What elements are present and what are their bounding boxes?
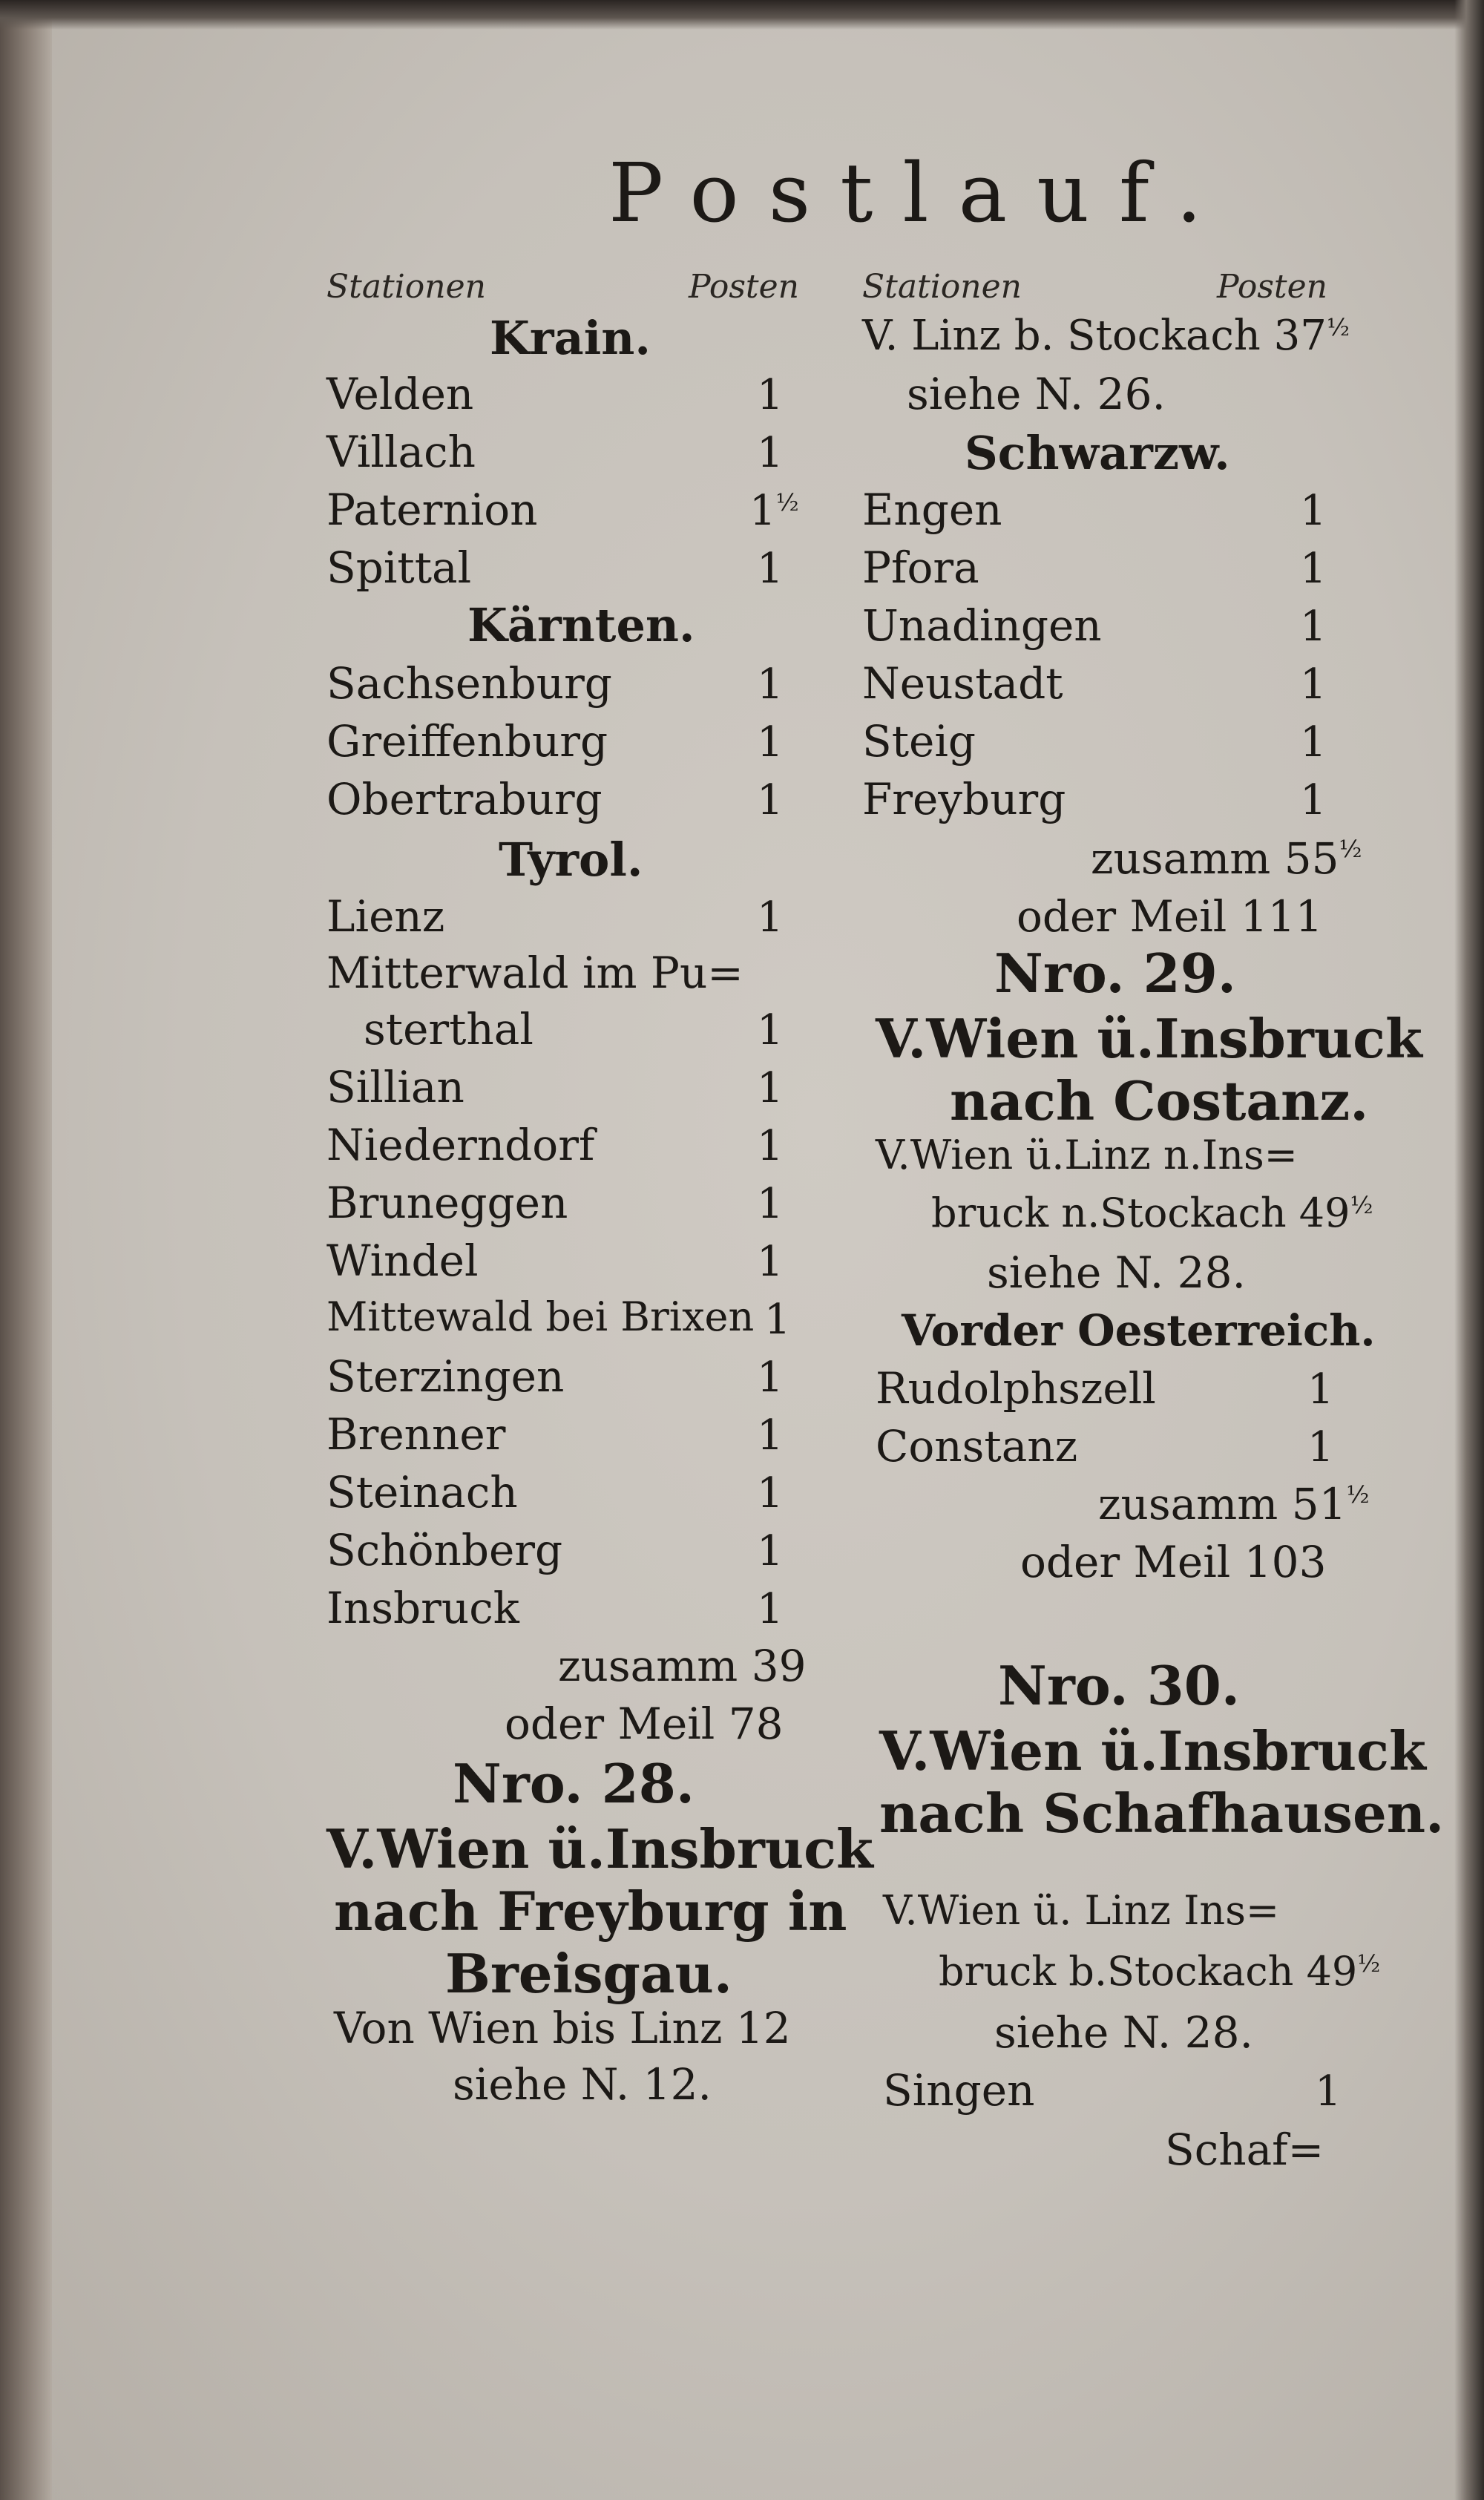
left-col-header-posten: Posten [689,268,799,306]
station-constanz: Constanz [876,1421,1078,1472]
route-28-siehe-12: siehe N. 12. [453,2059,712,2110]
station-obertraburg: Obertraburg [326,774,603,824]
page-top-edge [0,0,1484,30]
right-vlinz [862,312,1350,360]
posten-obertraburg: 1 [757,776,784,824]
posten-sterzingen: 1 [757,1354,784,1402]
route-28-title-line1: V.Wien ü.Insbruck [326,1817,873,1880]
posten-singen: 1 [1315,2067,1342,2116]
station-insbruck: Insbruck [326,1583,519,1633]
right-siehe-26: siehe N. 26. [907,369,1166,419]
posten-paternion-fraction: ½ [775,488,799,516]
book-spine [0,0,52,2500]
posten-steinach: 1 [757,1469,784,1518]
page-title: Postlauf. [608,145,1232,240]
posten-mittewald: 1 [764,1296,791,1344]
posten-niederndorf: 1 [757,1122,784,1170]
route-29-siehe-28: siehe N. 28. [987,1247,1246,1298]
route-29-title-line2: nach Costanz. [950,1069,1369,1132]
posten-sillian: 1 [757,1064,784,1112]
posten-brenner: 1 [757,1411,784,1460]
right-total-2 [1098,1479,1370,1529]
left-col-header-stations: Stationen [326,268,487,306]
route-30-title-line2: nach Schafhausen. [879,1782,1445,1845]
station-unadingen: Unadingen [862,600,1102,651]
right-vlinz-fraction: ½ [1326,313,1350,341]
right-total-1-fraction: ½ [1339,835,1362,863]
posten-freyburg: 1 [1300,776,1327,824]
station-sillian: Sillian [326,1062,464,1112]
right-total-2-meilen: oder Meil 103 [1020,1537,1327,1587]
left-total-meilen: oder Meil 78 [505,1699,784,1749]
posten-bruneggen: 1 [757,1180,784,1228]
right-total-1 [1091,833,1362,884]
route-30-vwien-line2-text: bruck b.Stockach 49 [939,1948,1358,1995]
route-29-vwien-line2-text: bruck n.Stockach 49 [931,1190,1350,1236]
station-brenner: Brenner [326,1409,506,1460]
station-engen: Engen [862,485,1002,535]
route-30-vwien-line1: V.Wien ü. Linz Ins= [883,1887,1280,1934]
posten-spittal: 1 [757,545,784,593]
station-velden: Velden [326,369,474,419]
posten-schoenberg: 1 [757,1527,784,1575]
posten-neustadt: 1 [1300,660,1327,709]
right-total-2-fraction: ½ [1346,1480,1370,1509]
posten-constanz: 1 [1307,1423,1334,1472]
posten-steig: 1 [1300,718,1327,767]
route-number-29: Nro. 29. [994,942,1236,1005]
posten-engen: 1 [1300,487,1327,535]
station-sterzingen: Sterzingen [326,1351,565,1402]
region-schwarzwald: Schwarzw. [965,426,1230,480]
station-neustadt: Neustadt [862,658,1063,709]
station-steinach: Steinach [326,1467,518,1518]
route-30-vwien-line2 [939,1948,1381,1995]
right-total-2-text: zusamm 51 [1098,1479,1347,1529]
posten-velden: 1 [757,371,784,419]
page-right-edge [1454,0,1484,2500]
left-total: zusamm 39 [558,1641,807,1691]
route-29-vwien-line1: V.Wien ü.Linz n.Ins= [876,1132,1298,1178]
right-col-header-stations: Stationen [862,268,1022,306]
route-29-vwien-line2-fraction: ½ [1350,1191,1373,1219]
station-schoenberg: Schönberg [326,1525,563,1575]
station-windel: Windel [326,1236,479,1286]
route-28-von-wien: Von Wien bis Linz 12 [334,2003,791,2053]
station-mitterwald-line2: sterthal [364,1004,533,1054]
posten-sachsenburg: 1 [757,660,784,709]
route-30-vwien-line2-fraction: ½ [1357,1949,1381,1978]
region-krain: Krain. [490,311,651,365]
station-spittal: Spittal [326,542,472,593]
route-30-title-line1: V.Wien ü.Insbruck [879,1719,1426,1782]
region-kaernten: Kärnten. [467,598,695,652]
route-28-title-line3: Breisgau. [445,1942,732,2005]
right-vlinz-text: V. Linz b. Stockach 37 [862,312,1327,360]
posten-insbruck: 1 [757,1585,784,1633]
posten-paternion-whole: 1 [749,487,776,535]
right-total-1-text: zusamm 55 [1091,833,1339,884]
route-29-title-line1: V.Wien ü.Insbruck [876,1007,1422,1070]
station-bruneggen: Bruneggen [326,1178,568,1228]
route-number-28: Nro. 28. [453,1752,695,1815]
posten-paternion [749,487,799,535]
station-niederndorf: Niederndorf [326,1120,595,1170]
posten-mitterwald: 1 [757,1006,784,1054]
posten-greiffenburg: 1 [757,718,784,767]
right-col-header-posten: Posten [1217,268,1327,306]
posten-rudolphszell: 1 [1307,1365,1334,1414]
posten-windel: 1 [757,1238,784,1286]
station-sachsenburg: Sachsenburg [326,658,612,709]
route-28-title-line2: nach Freyburg in [334,1880,847,1943]
catchword: Schaf= [1165,2125,1324,2175]
station-greiffenburg: Greiffenburg [326,716,608,767]
station-paternion: Paternion [326,485,538,535]
station-mittewald: Mittewald bei Brixen [326,1293,755,1340]
region-tyrol: Tyrol. [499,833,643,887]
station-freyburg: Freyburg [862,774,1066,824]
posten-pfora: 1 [1300,545,1327,593]
right-total-1-meilen: oder Meil 111 [1017,891,1323,942]
route-number-30: Nro. 30. [998,1654,1240,1717]
station-lienz: Lienz [326,891,445,942]
station-singen: Singen [883,2065,1035,2116]
route-29-vwien-line2 [931,1190,1373,1236]
station-rudolphszell: Rudolphszell [876,1363,1156,1414]
station-mitterwald-line1: Mitterwald im Pu= [326,948,743,998]
posten-lienz: 1 [757,893,784,942]
station-villach: Villach [326,427,476,477]
posten-villach: 1 [757,429,784,477]
region-vorder-oesterreich: Vorder Oesterreich. [902,1305,1376,1356]
station-steig: Steig [862,716,976,767]
posten-unadingen: 1 [1300,603,1327,651]
station-pfora: Pfora [862,542,979,593]
route-30-siehe-28: siehe N. 28. [994,2007,1253,2058]
